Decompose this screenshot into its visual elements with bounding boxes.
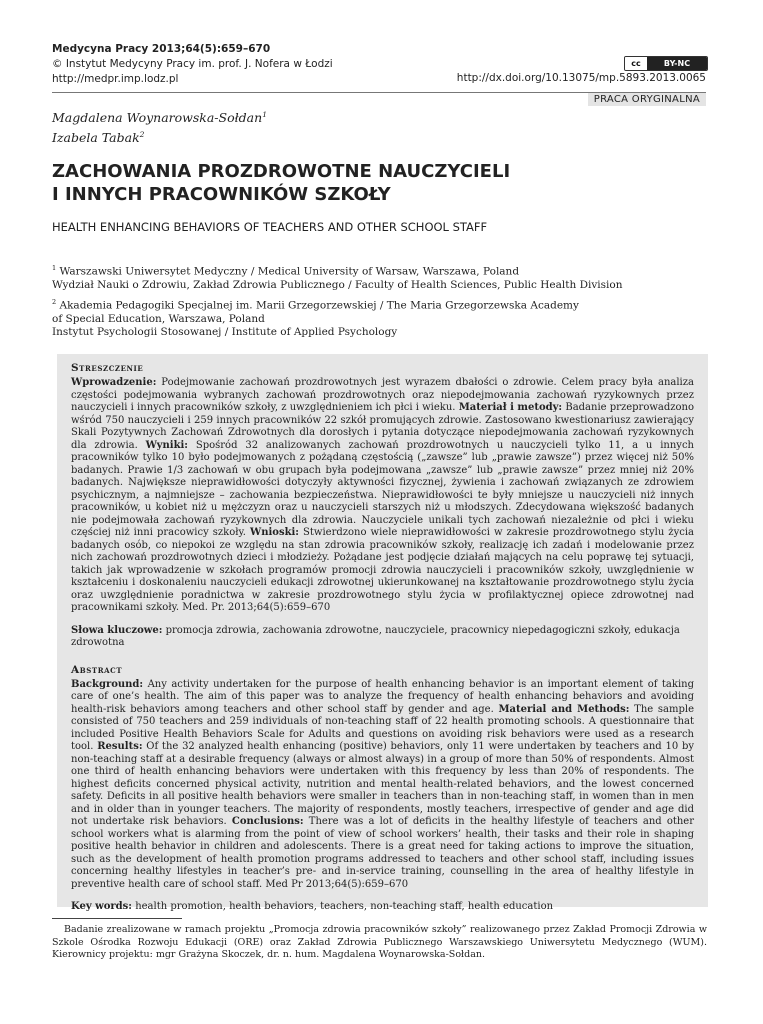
cc-license-badge[interactable] [624, 56, 708, 71]
by-nc-label: BY-NC [647, 57, 707, 70]
footnote-divider [52, 918, 182, 919]
abstract-box [57, 354, 708, 912]
journal-url[interactable]: http://medpr.imp.lodz.pl [52, 73, 179, 85]
paper-type-badge: PRACA ORYGINALNA [588, 93, 706, 106]
abstract-heading: Abstract [71, 663, 123, 676]
doi-link[interactable]: http://dx.doi.org/10.13075/mp.5893.2013.0065 [456, 72, 706, 84]
abstract-body: Background: Any activity undertaken for the purpose of health enhancing behavior is an important element of taking care of one’s health. The aim of this paper was to analyze the frequency of health enhancing behaviors and avoiding health-risk behaviors among teachers and other school staff by gender and age. Material and Methods: The sample consisted of 750 teachers and 259 individuals of non-teaching staff of 22 health promoting schools. A questionnaire that included Positive Health Behaviors Scale for Adults and questions on avoiding risk behaviors were used as a research tool. Results: Of the 32 analyzed health enhancing (positive) behaviors, only 11 were undertaken by teachers and 10 by non-teaching staff at a desirable frequency (always or almost always) in a group of more than 50% of respondents. Almost one third of health enhancing behaviors were undertaken with this frequency by less than 20% of respondents. The highest deficits concerned physical activity, nutrition and mental health-related behaviors, and the lowest concerned safety. Deficits in all positive health behaviors were smaller in teachers than in non-teaching staff, in women than in men and in older than in younger teachers. The majority of respondents, mostly teachers, irrespective of gender and age did not undertake risk behaviors. Conclusions: There was a lot of deficits in the healthy lifestyle of teachers and other school workers what is alarming from the point of view of school workers’ health, their tasks and their role in shaping positive health behavior in children and adolescents. There is a great need for taking actions to improve the situation, such as the development of health promotion programs addressed to teachers and other school staff, including issues concerning healthy lifestyles in teacher’s pre- and in-service training, counselling in the area of healthy lifestyle in preventive health care of school staff. Med Pr 2013;64(5):659–670 [71, 678, 694, 890]
author-1: Magdalena Woynarowska-Sołdan$^1$ [52, 110, 267, 126]
cc-icon: cc [625, 57, 647, 70]
streszczenie-heading: Streszczenie [71, 362, 144, 374]
paper-subtitle: HEALTH ENHANCING BEHAVIORS OF TEACHERS AND OTHER SCHOOL STAFF [52, 220, 488, 234]
key-words: Key words: health promotion, health behaviors, teachers, non-teaching staff, health education [71, 901, 554, 912]
journal-header [52, 42, 333, 87]
author-list [52, 106, 267, 146]
affiliation-2: $^2$ Akademia Pedagogiki Specjalnej im. Marii Grzegorzewskiej / The Maria Grzegorzewska Academy of Special Education, Warszawa, Poland Instytut Psychologii Stosowanej / Institute of Applied Psychology [52, 297, 579, 338]
streszczenie-body: Wprowadzenie: Podejmowanie zachowań prozdrowotnych jest wyrazem dbałości o zdrowie. Celem pracy była analiza częstości podejmowania wybranych zachowań prozdrowotnych oraz niepodejmowania zachowań ryzykownych przez nauczycieli i innych pracowników szkoły, z uwzględnieniem ich płci i wieku. Materiał i metody: Badanie przeprowadzono wśród 750 nauczycieli i 259 innych pracowników 22 szkół promujących zdrowie. Zastosowano kwestionariusz zawierający Skali Pozytywnych Zachowań Zdrowotnych dla dorosłych i pytania dotyczące niepodejmowania zachowań ryzykownych dla zdrowia. Wyniki: Spośród 32 analizowanych zachowań prozdrowotnych u nauczycieli tylko 11, a u innych pracowników tylko 10 było podejmowanych z pożądaną częstością („zawsze” lub „prawie zawsze”) przez więcej niż 50% badanych. Prawie 1/3 zachowań w obu grupach była podejmowana „zawsze” lub „prawie zawsze” przez mniej niż 20% badanych. Największe nieprawidłowości dotyczyły aktywności fizycznej, żywienia i zachowań związanych ze zdrowiem psychicznym, a najmniejsze – zachowania bezpieczeństwa. Nieprawidłowości te były mniejsze u nauczycieli niż innych pracowników, u kobiet niż u mężczyzn oraz u nauczycieli starszych niż u młodszych. Zdecydowana większość badanych nie podejmowała zachowań ryzykownych dla zdrowia. Nauczyciele unikali tych zachowań niezależnie od płci i wieku częściej niż inni pracowicy szkoły. Wnioski: Stwierdzono wiele nieprawidłowości w zakresie prozdrowotnego stylu życia badanych osób, co niepokoi ze względu na stan zdrowia pracowników szkoły, realizację ich zadań i modelowanie przez nich zachowań prozdrowotnych dzieci i młodzieży. Pożądane jest podjęcie działań mających na celu poprawę tej sytuacji, takich jak wprowadzenie w szkołach programów promocji zdrowia nauczycieli i pracowników szkoły, uwzględnienie w kształceniu i doskonaleniu nauczycieli edukacji zdrowotnej ukierunkowanej na kształtowanie prozdrowotnego stylu życia oraz uwzględnienie poradnictwa w zakresie prozdrowotnego stylu życia w profilaktycznej opiece zdrowotnej nad pracownikami szkoły. Med. Pr. 2013;64(5):659–670 [71, 377, 695, 613]
slowa-kluczowe: Słowa kluczowe: promocja zdrowia, zachowania zdrowotne, nauczyciele, pracownicy niepedagogiczni szkoły, edukacja zdrowotna [71, 624, 680, 648]
copyright-line: © Instytut Medycyny Pracy im. prof. J. Nofera w Łodzi [52, 58, 333, 70]
funding-footnote: Badanie zrealizowane w ramach projektu „Promocja zdrowia pracowników szkoły” realizowanego przez Zakład Promocji Zdrowia w Szkole Ośrodka Rozwoju Edukacji (ORE) oraz Zakład Zdrowia Publicznego Warszawskiego Uniwersytetu Medycznego (WUM). Kierownicy projektu: mgr Grażyna Skoczek, dr. n. hum. Magdalena Woynarowska-Sołdan. [52, 924, 707, 960]
affiliation-1: $^1$ Warszawski Uniwersytet Medyczny / Medical University of Warsaw, Warszawa, Poland Wydział Nauki o Zdrowiu, Zakład Zdrowia Publicznego / Faculty of Health Sciences, Public Health Division [52, 264, 623, 291]
paper-title: ZACHOWANIA PROZDROWOTNE NAUCZYCIELI I INNYCH PRACOWNIKÓW SZKOŁY [52, 161, 511, 205]
author-2: Izabela Tabak$^2$ [52, 130, 145, 146]
affiliations [52, 262, 622, 343]
journal-citation: Medycyna Pracy 2013;64(5):659–670 [52, 43, 271, 55]
